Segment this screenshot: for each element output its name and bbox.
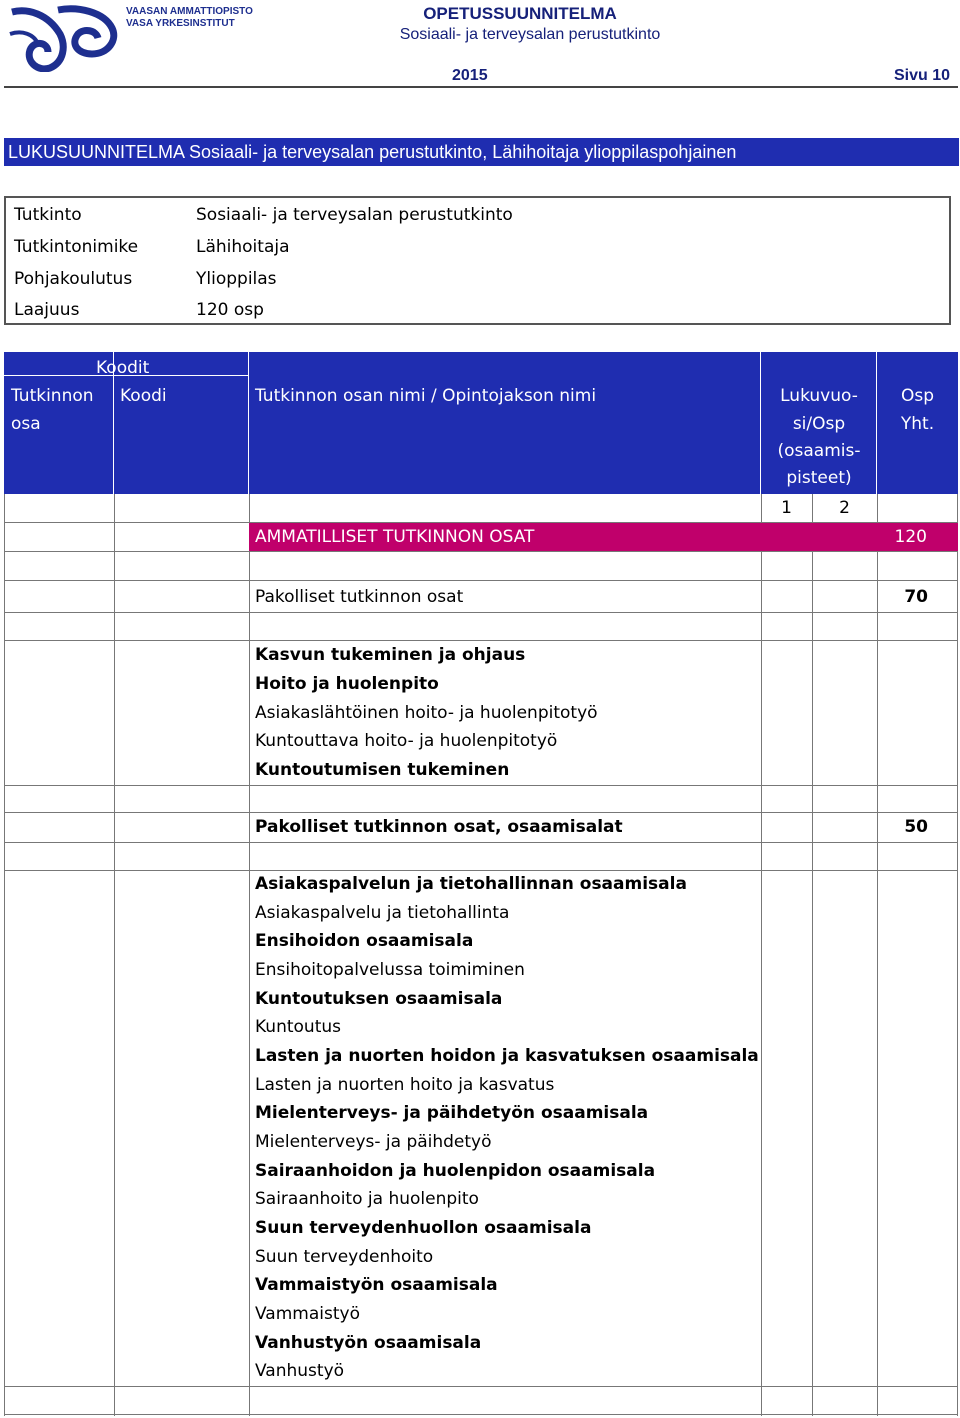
list-item: Mielenterveys- ja päihdetyön osaamisala: [255, 1103, 649, 1123]
header-total-line1: Osp: [900, 386, 935, 406]
row-divider: [4, 842, 958, 843]
list-item: Sairaanhoidon ja huolenpidon osaamisala: [255, 1161, 656, 1181]
page-number: Sivu 10: [893, 67, 950, 84]
list-item: Asiakaslähtöinen hoito- ja huolenpitotyö: [255, 703, 598, 723]
mandatory-section-total: 70: [904, 587, 928, 607]
list-item: Suun terveydenhoito: [255, 1247, 434, 1267]
institution-name: [126, 6, 253, 30]
list-item: Vammaistyön osaamisala: [255, 1275, 498, 1295]
list-item: Kuntoutumisen tukeminen: [255, 760, 510, 780]
header-year-line1: Lukuvuo-: [780, 386, 858, 406]
info-label: Tutkintonimike: [14, 237, 139, 257]
info-label: Pohjakoulutus: [14, 269, 133, 289]
header-cell-name: [249, 352, 761, 494]
row-divider: [4, 1386, 958, 1387]
plan-banner: LUKUSUUNNITELMA Sosiaali- ja terveysalan perustutkinto, Lähihoitaja ylioppilaspohjainen: [4, 138, 959, 166]
list-item: Vanhustyö: [255, 1361, 345, 1381]
list-item: Sairaanhoito ja huolenpito: [255, 1189, 479, 1209]
list-item: Lasten ja nuorten hoito ja kasvatus: [255, 1075, 555, 1095]
info-value: 120 osp: [196, 300, 264, 320]
info-label: Laajuus: [14, 300, 80, 320]
header-year-line3: (osaamis-: [777, 441, 861, 461]
list-item: Kuntoutuksen osaamisala: [255, 989, 503, 1009]
header-total-line2: Yht.: [900, 414, 935, 434]
document-year: 2015: [452, 67, 488, 84]
vocational-section-row: [249, 523, 958, 551]
grid-line: [957, 494, 958, 1416]
row-divider: [4, 1414, 958, 1415]
study-plan-table: [4, 352, 958, 1416]
institution-logo: [8, 4, 128, 72]
document-subtitle: Sosiaali- ja terveysalan perustutkinto: [399, 26, 661, 43]
info-value: Ylioppilas: [196, 269, 277, 289]
list-item: Ensihoidon osaamisala: [255, 931, 474, 951]
header-code: Koodi: [120, 386, 167, 406]
list-item: Suun terveydenhuollon osaamisala: [255, 1218, 592, 1238]
list-item: Hoito ja huolenpito: [255, 674, 439, 694]
grid-line: [4, 494, 5, 1416]
list-item: Vammaistyö: [255, 1304, 360, 1324]
institution-name-line2: VASA YRKESINSTITUT: [126, 18, 235, 29]
header-part-line2: osa: [11, 414, 41, 434]
grid-line: [877, 494, 878, 1416]
vocational-section-label: AMMATILLISET TUTKINNON OSAT: [255, 527, 535, 547]
row-divider: [4, 551, 958, 552]
row-divider: [4, 785, 958, 786]
header-year-line4: pisteet): [786, 468, 852, 488]
year-2-label: 2: [839, 498, 850, 518]
mandatory-section-label: Pakolliset tutkinnon osat: [255, 587, 464, 607]
header-year-line2: si/Osp: [792, 414, 846, 434]
year-1-label: 1: [781, 498, 792, 518]
info-value: Sosiaali- ja terveysalan perustutkinto: [196, 205, 513, 225]
competence-section-label: Pakolliset tutkinnon osat, osaamisalat: [255, 817, 623, 837]
info-label: Tutkinto: [14, 205, 82, 225]
list-item: Kuntouttava hoito- ja huolenpitotyö: [255, 731, 558, 751]
institution-name-line1: VAASAN AMMATTIOPISTO: [126, 6, 253, 17]
list-item: Vanhustyön osaamisala: [255, 1333, 482, 1353]
grid-line: [114, 494, 115, 1416]
header-name: Tutkinnon osan nimi / Opintojakson nimi: [255, 386, 597, 406]
grid-line: [249, 494, 250, 1416]
grid-line: [761, 494, 762, 1416]
row-divider: [4, 580, 958, 581]
list-item: Asiakaspalvelun ja tietohallinnan osaamisala: [255, 874, 687, 894]
list-item: Kuntoutus: [255, 1017, 341, 1037]
header-divider: [4, 86, 958, 88]
competence-section-total: 50: [904, 817, 928, 837]
header-codes: Koodit: [96, 358, 150, 378]
degree-info-table: [4, 196, 951, 325]
document-title: OPETUSSUUNNITELMA: [423, 4, 617, 23]
list-item: Kasvun tukeminen ja ohjaus: [255, 645, 526, 665]
table-header: [4, 352, 958, 494]
header-part-line1: Tutkinnon: [11, 386, 94, 406]
grid-line: [812, 494, 813, 1416]
list-item: Ensihoitopalvelussa toimiminen: [255, 960, 525, 980]
list-item: Lasten ja nuorten hoidon ja kasvatuksen osaamisala: [255, 1046, 759, 1066]
info-value: Lähihoitaja: [196, 237, 290, 257]
vocational-section-total: 120: [894, 527, 927, 547]
row-divider: [4, 612, 958, 613]
list-item: Asiakaspalvelu ja tietohallinta: [255, 903, 510, 923]
list-item: Mielenterveys- ja päihdetyö: [255, 1132, 492, 1152]
